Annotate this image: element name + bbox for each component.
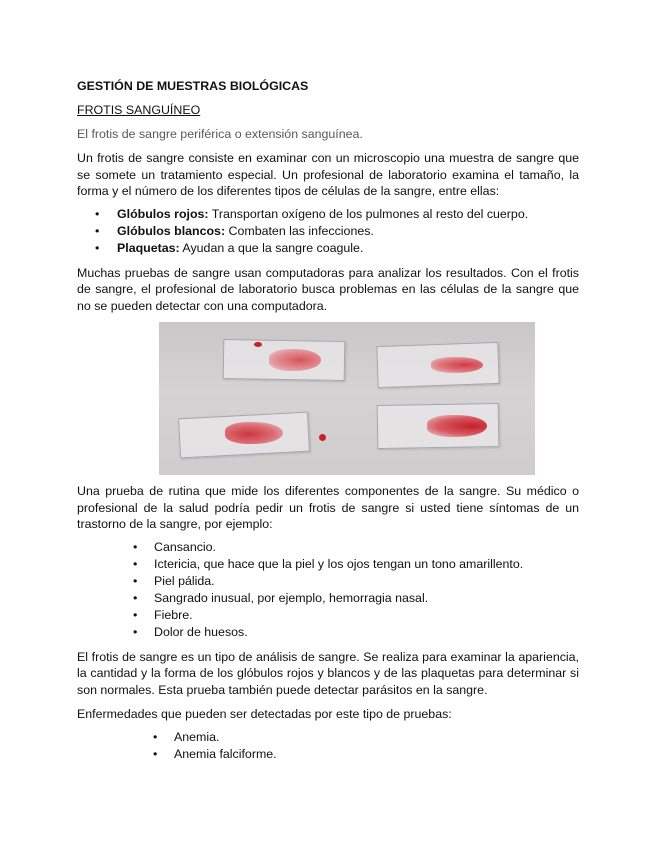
diseases-list bbox=[77, 729, 579, 763]
list-item bbox=[77, 223, 579, 240]
list-item bbox=[77, 206, 579, 223]
term-label: Glóbulos blancos: bbox=[117, 223, 226, 238]
blood-smear bbox=[431, 357, 483, 373]
term-label: Plaquetas: bbox=[117, 240, 180, 255]
term-description: Transportan oxígeno de los pulmones al resto del cuerpo. bbox=[208, 206, 529, 221]
list-item: • Cansancio. bbox=[77, 539, 579, 556]
analysis-paragraph: El frotis de sangre es un tipo de análisis de sangre. Se realiza para examinar la apariencia, la cantidad y la forma de los glóbulos rojos y blancos y de las plaquetas para determinar si son normales. Esta prueba también puede detectar parásitos en la sangre. bbox=[77, 649, 579, 697]
symptoms-list bbox=[77, 539, 579, 641]
routine-paragraph: Una prueba de rutina que mide los diferentes componentes de la sangre. Su médico o profesional de la salud podría pedir un frotis de sangre si usted tiene síntomas de un trastorno de la sangre, por ejemplo: bbox=[77, 484, 579, 531]
blood-smear bbox=[225, 422, 283, 444]
section-title: FROTIS SANGUÍNEO bbox=[77, 103, 201, 117]
document-page bbox=[77, 70, 579, 763]
document-title: GESTIÓN DE MUESTRAS BIOLÓGICAS bbox=[77, 79, 309, 93]
intro-paragraph: Un frotis de sangre consiste en examinar con un microscopio una muestra de sangre que se somete un tratamiento especial. Un profesional de laboratorio examina el tamaño, la forma y el número de los diferentes tipos de células de la sangre, entre ellas: bbox=[77, 151, 579, 198]
term-label: Glóbulos rojos: bbox=[117, 206, 209, 221]
lead-sentence: El frotis de sangre periférica o extensión sanguínea. bbox=[77, 127, 363, 141]
list-item: • Anemia falciforme. bbox=[77, 746, 579, 763]
list-item bbox=[77, 240, 579, 257]
list-item: • Dolor de huesos. bbox=[77, 624, 579, 641]
diseases-intro: Enfermedades que pueden ser detectadas por este tipo de pruebas: bbox=[77, 707, 452, 721]
blood-drop bbox=[254, 342, 262, 347]
list-item: • Sangrado inusual, por ejemplo, hemorragia nasal. bbox=[77, 590, 579, 607]
term-description: Combaten las infecciones. bbox=[225, 223, 374, 238]
term-description: Ayudan a que la sangre coagule. bbox=[179, 240, 364, 255]
computers-paragraph: Muchas pruebas de sangre usan computadoras para analizar los resultados. Con el frotis de sangre, el profesional de laboratorio busca problemas en las células de la sangre que no se pueden detectar con una computadora. bbox=[77, 265, 579, 313]
cell-types-list bbox=[77, 206, 579, 257]
list-item: • Piel pálida. bbox=[77, 573, 579, 590]
blood-smear bbox=[427, 415, 487, 437]
blood-smear-slides-photo bbox=[159, 322, 535, 475]
list-item: • Anemia. bbox=[77, 729, 579, 746]
blood-drop bbox=[319, 434, 326, 441]
list-item: • Fiebre. bbox=[77, 607, 579, 624]
list-item: • Ictericia, que hace que la piel y los ojos tengan un tono amarillento. bbox=[77, 556, 579, 573]
blood-smear bbox=[269, 349, 321, 371]
